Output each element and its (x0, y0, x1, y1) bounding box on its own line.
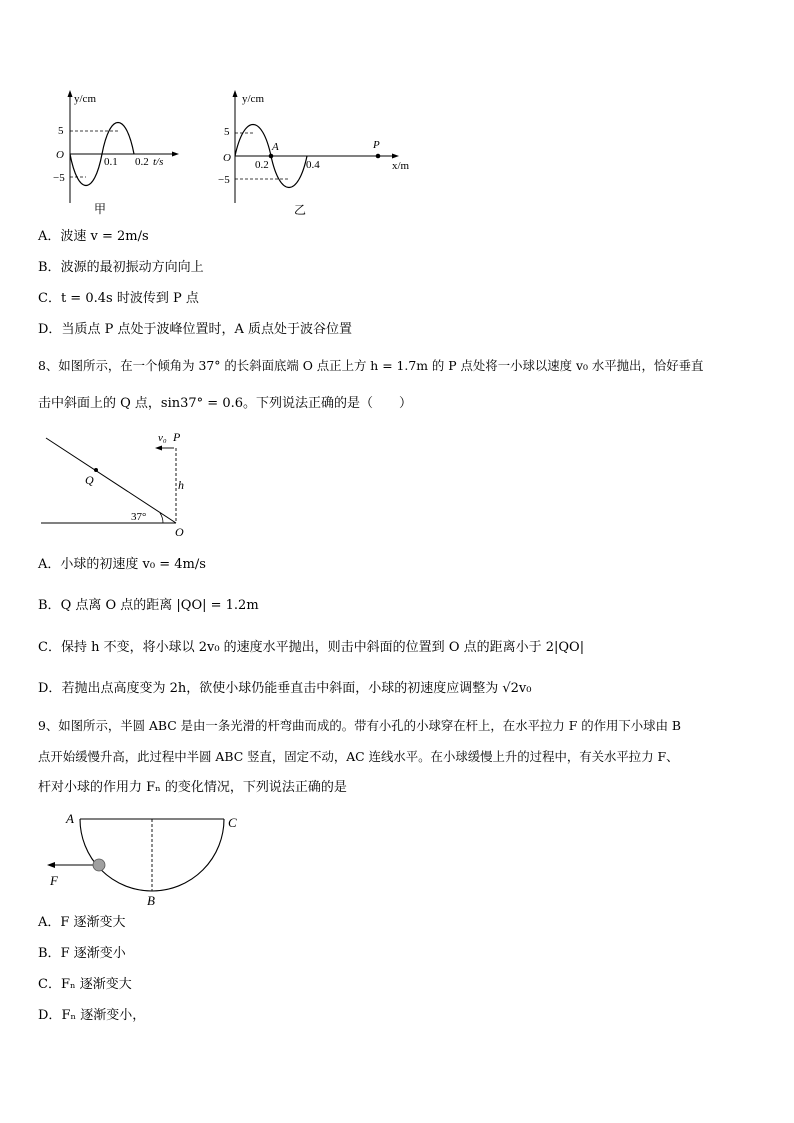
option-label: B． (38, 946, 61, 961)
option-text: 波速 v = 2m/s (60, 229, 149, 244)
q9-a-label: A (66, 811, 74, 826)
jia-x-axis-label: t/s (153, 156, 164, 168)
q9-option-d (38, 1007, 145, 1025)
q9-stem-line-2: 点开始缓慢升高，此过程中半圆 ABC 竖直，固定不动，AC 连线水平。在小球缓慢上升的过程中，有关水平拉力 F、 (38, 749, 679, 764)
jia-y-pos-label: 5 (58, 125, 64, 137)
q9-stem-line-1: 9、如图所示，半圆 ABC 是由一条光滑的杆弯曲而成的。带有小孔的小球穿在杆上，在水平拉力 F 的作用下小球由 B (38, 718, 682, 733)
q7-option-c (38, 290, 199, 308)
option-text: F 逐渐变小 (60, 946, 126, 961)
option-label: D． (38, 1008, 62, 1023)
option-label: B． (38, 598, 61, 613)
q9-b-label: B (147, 893, 155, 908)
jia-caption: 甲 (94, 202, 107, 216)
yi-point-p (376, 154, 381, 159)
q8-o-label: O (175, 525, 184, 539)
q8-point-q (94, 468, 98, 472)
jia-tick-02: 0.2 (135, 156, 149, 168)
q9-c-label: C (228, 815, 237, 830)
yi-a-label: A (272, 141, 279, 153)
yi-tick-02: 0.2 (255, 159, 269, 171)
option-label: A． (38, 557, 61, 572)
q8-option-a (38, 556, 206, 574)
option-text: Fₙ 逐渐变小， (61, 1008, 146, 1023)
option-label: D． (38, 681, 62, 696)
option-text: Q 点离 O 点的距离 |QO| = 1.2m (60, 598, 259, 613)
q8-q-label: Q (85, 473, 94, 487)
q9-f-label: F (50, 873, 58, 888)
option-label: A． (38, 915, 61, 930)
q9-ball (93, 859, 105, 871)
figure-q9-semicircle (38, 807, 248, 912)
yi-tick-04: 0.4 (306, 159, 320, 171)
yi-origin-label: O (223, 152, 231, 164)
option-text: F 逐渐变大 (60, 915, 126, 930)
q9-option-b (38, 945, 126, 963)
yi-x-axis-label: x/m (392, 160, 410, 172)
yi-point-a (269, 154, 274, 159)
option-text: 当质点 P 点处于波峰位置时，A 质点处于波谷位置 (61, 322, 352, 337)
yi-caption: 乙 (294, 203, 307, 217)
q7-option-b (38, 259, 204, 277)
option-text: t = 0.4s 时波传到 P 点 (60, 291, 199, 306)
q8-option-b (38, 597, 259, 615)
q7-option-a (38, 228, 149, 246)
yi-y-neg-label: −5 (218, 174, 230, 186)
yi-p-label: P (373, 139, 380, 151)
option-label: D． (38, 322, 62, 337)
option-text: 保持 h 不变，将小球以 2v₀ 的速度水平抛出，则击中斜面的位置到 O 点的距离小于 2|QO| (60, 640, 585, 655)
option-label: C． (38, 977, 61, 992)
option-text: 小球的初速度 v₀ = 4m/s (60, 557, 206, 572)
jia-origin-label: O (56, 149, 64, 161)
q8-p-label: P (173, 430, 181, 444)
q8-option-d (38, 680, 531, 698)
q9-stem-line-3: 杆对小球的作用力 Fₙ 的变化情况，下列说法正确的是 (38, 780, 347, 795)
figure-q8-incline (38, 425, 208, 540)
option-label: C． (38, 640, 61, 655)
q8-stem-line-1: 8、如图所示，在一个倾角为 37° 的长斜面底端 O 点正上方 h = 1.7m 的 P 点处将一小球以速度 v₀ 水平抛出，恰好垂直 (38, 358, 704, 373)
q7-option-d (38, 321, 352, 339)
yi-y-axis-label: y/cm (242, 93, 264, 105)
jia-y-axis-label: y/cm (74, 93, 96, 105)
yi-y-pos-label: 5 (224, 126, 230, 138)
jia-y-neg-label: −5 (53, 172, 65, 184)
option-text: 若抛出点高度变为 2h，欲使小球仍能垂直击中斜面，小球的初速度应调整为 √2v₀ (61, 681, 532, 696)
option-label: B． (38, 260, 61, 275)
q9-option-a (38, 914, 126, 932)
q8-h-label: h (178, 478, 184, 492)
q8-v0-label: v₀ (158, 432, 167, 444)
option-label: A． (38, 229, 61, 244)
q9-option-c (38, 976, 132, 994)
q8-stem-line-2: 击中斜面上的 Q 点，sin37° = 0.6。下列说法正确的是（ ） (38, 396, 412, 411)
q8-angle-label: 37° (131, 511, 147, 523)
option-text: 波源的最初振动方向向上 (60, 260, 204, 275)
q8-option-c (38, 639, 584, 657)
jia-tick-01: 0.1 (104, 156, 118, 168)
option-label: C． (38, 291, 61, 306)
figure-jia-vibration-graph (50, 88, 180, 223)
option-text: Fₙ 逐渐变大 (60, 977, 132, 992)
figure-yi-wave-graph (218, 88, 418, 223)
